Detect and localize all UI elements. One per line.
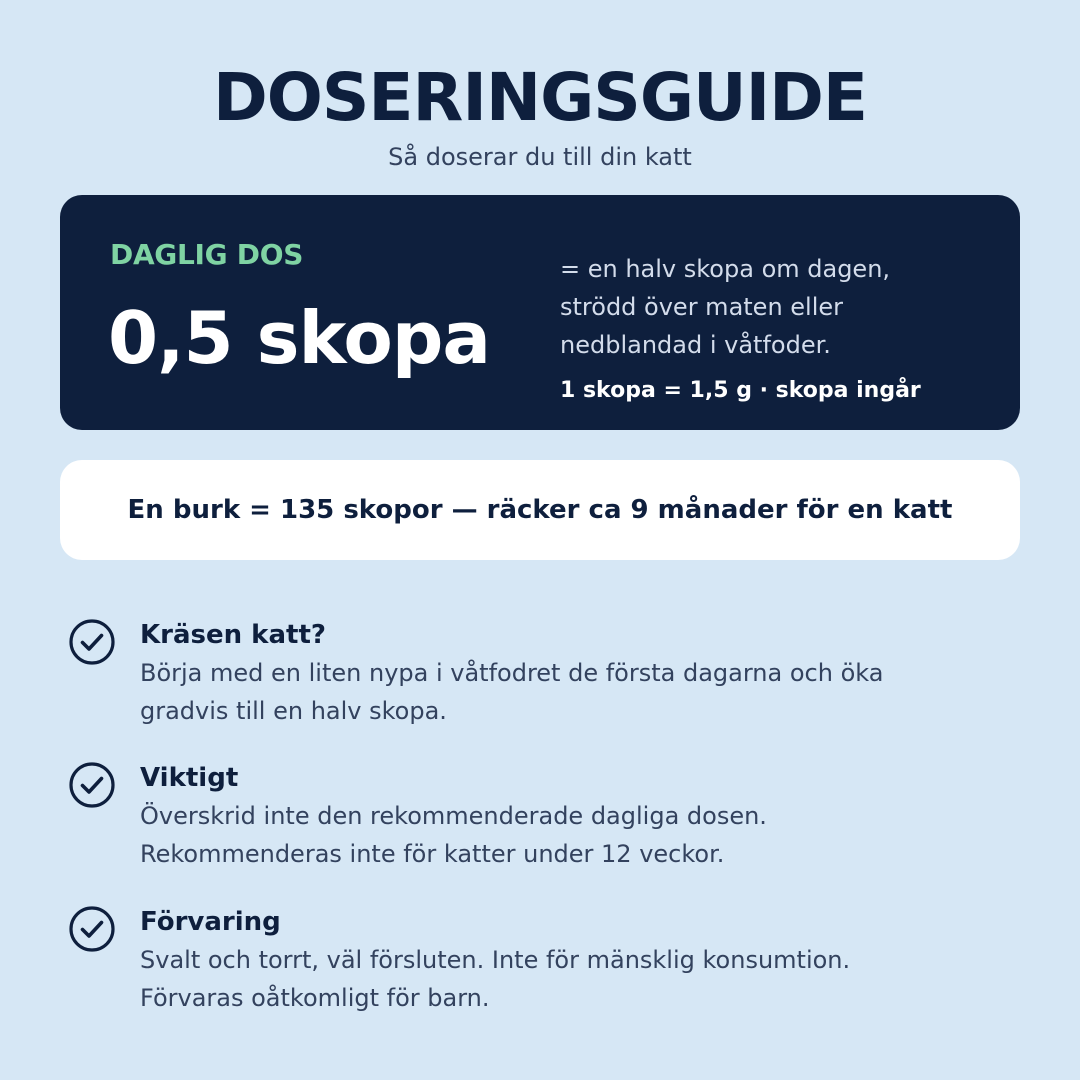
tip-body bbox=[140, 654, 970, 730]
check-circle-icon bbox=[68, 905, 116, 953]
daily-dose-label: DAGLIG DOS bbox=[110, 238, 304, 271]
can-summary-card bbox=[60, 460, 1020, 560]
tip-body-line: Förvaras oåtkomligt för barn. bbox=[140, 984, 490, 1012]
tip-title: Förvaring bbox=[140, 907, 281, 937]
tip-title: Kräsen katt? bbox=[140, 620, 326, 650]
daily-dose-description bbox=[560, 250, 980, 364]
daily-dose-description-line: nedblandad i våtfoder. bbox=[560, 331, 831, 359]
check-circle-icon bbox=[68, 618, 116, 666]
tip-body-line: gradvis till en halv skopa. bbox=[140, 697, 447, 725]
tip-title: Viktigt bbox=[140, 763, 239, 793]
page-title: DOSERINGSGUIDE bbox=[212, 59, 868, 136]
daily-dose-description-line: strödd över maten eller bbox=[560, 293, 844, 321]
daily-dose-description-line: = en halv skopa om dagen, bbox=[560, 255, 891, 283]
tip-body-line: Rekommenderas inte för katter under 12 veckor. bbox=[140, 840, 725, 868]
tip-body bbox=[140, 797, 970, 873]
tip-body-line: Börja med en liten nypa i våtfodret de första dagarna och öka bbox=[140, 659, 884, 687]
can-summary-text: En burk = 135 skopor — räcker ca 9 månader för en katt bbox=[127, 495, 953, 525]
tip-body-line: Svalt och torrt, väl försluten. Inte för mänsklig konsumtion. bbox=[140, 946, 851, 974]
tip-body-line: Överskrid inte den rekommenderade dagliga dosen. bbox=[140, 802, 767, 830]
daily-dose-value: 0,5 skopa bbox=[108, 296, 491, 380]
page-subtitle: Så doserar du till din katt bbox=[388, 143, 692, 171]
scoop-note: 1 skopa = 1,5 g · skopa ingår bbox=[560, 378, 921, 403]
check-circle-icon bbox=[68, 761, 116, 809]
daily-dose-card bbox=[60, 195, 1020, 430]
tip-body bbox=[140, 941, 970, 1017]
